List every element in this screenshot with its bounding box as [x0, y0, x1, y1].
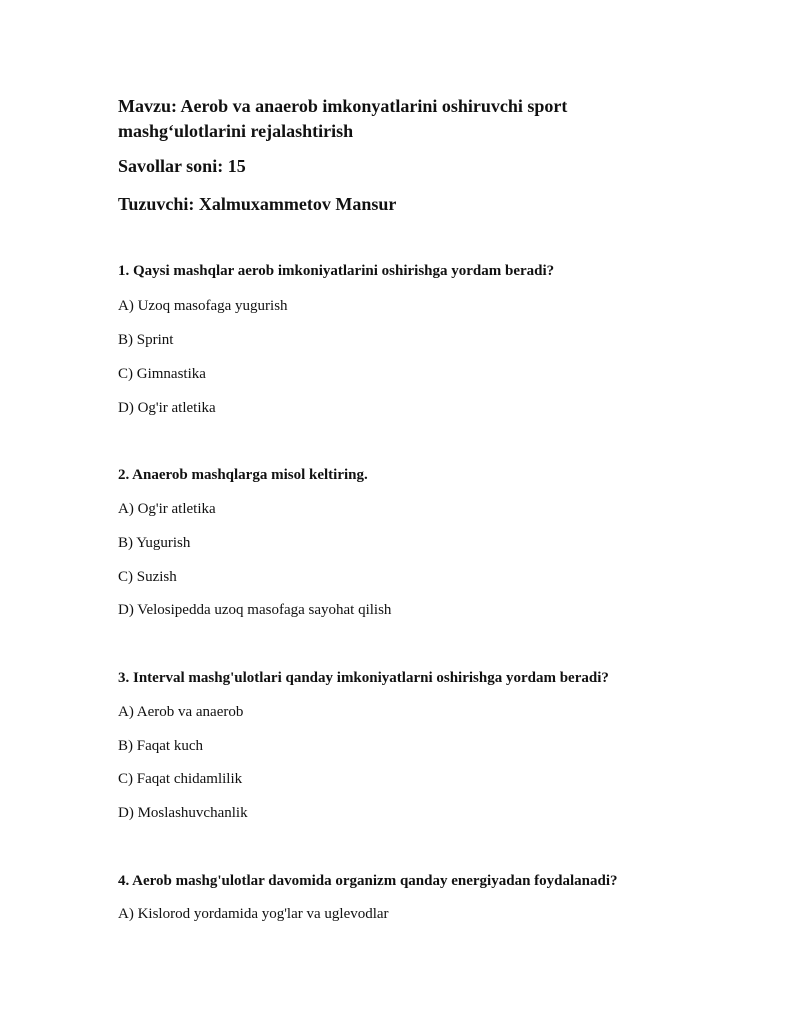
option-3d: D) Moslashuvchanlik: [118, 805, 248, 821]
option-3a: A) Aerob va anaerob: [118, 704, 244, 720]
title-line-1: Mavzu: Aerob va anaerob imkonyatlarini oshiruvchi sport: [118, 96, 568, 116]
option-4a: A) Kislorod yordamida yog'lar va uglevodlar: [118, 906, 389, 922]
option-2d: D) Velosipedda uzoq masofaga sayohat qilish: [118, 602, 392, 618]
option-1d: D) Og'ir atletika: [118, 400, 216, 416]
title-line-2: mashg‘ulotlarini rejalashtirish: [118, 121, 354, 141]
option-1a: A) Uzoq masofaga yugurish: [118, 298, 288, 314]
option-3b: B) Faqat kuch: [118, 738, 203, 754]
option-3c: C) Faqat chidamlilik: [118, 771, 243, 787]
question-1: 1. Qaysi mashqlar aerob imkoniyatlarini oshirishga yordam beradi?: [118, 263, 555, 279]
option-2b: B) Yugurish: [118, 535, 191, 551]
question-3: 3. Interval mashg'ulotlari qanday imkoniyatlarni oshirishga yordam beradi?: [118, 670, 609, 686]
page-title: [118, 94, 567, 144]
option-2c: C) Suzish: [118, 569, 177, 585]
question-4: 4. Aerob mashg'ulotlar davomida organizm qanday energiyadan foydalanadi?: [118, 873, 618, 889]
author: Tuzuvchi: Xalmuxammetov Mansur: [118, 194, 397, 214]
option-1c: C) Gimnastika: [118, 366, 206, 382]
option-2a: A) Og'ir atletika: [118, 501, 216, 517]
question-2: 2. Anaerob mashqlarga misol keltiring.: [118, 467, 368, 483]
option-1b: B) Sprint: [118, 332, 174, 348]
question-count: Savollar soni: 15: [118, 156, 246, 176]
